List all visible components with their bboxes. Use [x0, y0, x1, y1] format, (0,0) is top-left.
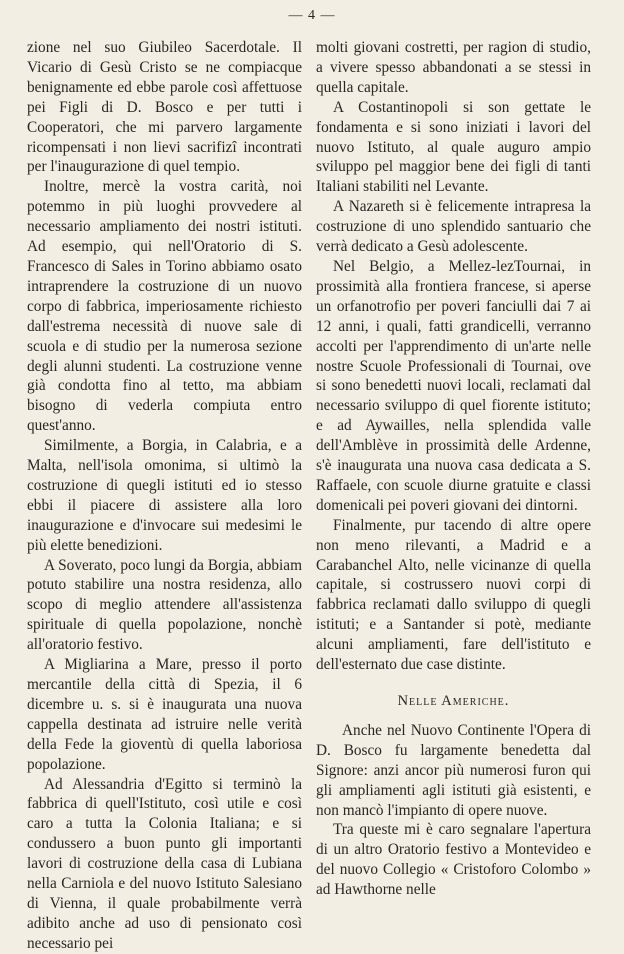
- paragraph: A Costantinopoli si son gettate le fondamenta e si sono iniziati i lavori del nuovo Istituto, al quale auguro ampio sviluppo pel maggior bene dei figli di tanti Italiani stabiliti nel Levante.: [316, 98, 591, 196]
- paragraph: zione nel suo Giubileo Sacerdotale. Il Vicario di Gesù Cristo se ne compiacque benignamente ed ebbe parole così affettuose pei Figli di D. Bosco e per tutti i Cooperatori, che mi parvero largamente ricompensati i non lievi sacrifizî incontrati per l'inaugurazione di quel tempio.: [27, 39, 302, 176]
- paragraph: Finalmente, pur tacendo di altre opere non meno rilevanti, a Madrid e a Carabanchel Alto, nelle vicinanze di quella capitale, si costrussero nuovi corpi di fabbrica reclamati dallo sviluppo di quegli istituti; e a Santander si potè, mediante alcuni ampliamenti, fare dell'istituto e dell'esternato due case distinte.: [316, 516, 591, 674]
- paragraph: Anche nel Nuovo Continente l'Opera di D. Bosco fu largamente benedetta dal Signore: anzi ancor più numerosi furon qui gli ampliamenti agli istituti già esistenti, e non mancò l'impianto di opere nuove.: [316, 721, 591, 819]
- paragraph: A Soverato, poco lungi da Borgia, abbiam potuto stabilire una nostra residenza, allo scopo di meglio attendere all'assistenza spirituale di quella popolazione, nonchè all'oratorio festivo.: [27, 556, 302, 654]
- paragraph: A Nazareth si è felicemente intrapresa la costruzione di uno splendido santuario che verrà dedicato a Gesù adolescente.: [316, 198, 591, 256]
- paragraph: Tra queste mi è caro segnalare l'apertura di un altro Oratorio festivo a Montevideo e del nuovo Collegio « Cristoforo Colombo » ad Hawthorne nelle: [316, 821, 591, 899]
- paragraph: Similmente, a Borgia, in Calabria, e a Malta, nell'isola omonima, si ultimò la costruzione di quegli istituti ed io stesso ebbi il piacere di assistere alla loro inaugurazione e d'invocare sui medesimi le più elette benedizioni.: [27, 437, 302, 554]
- paragraph: Nel Belgio, a Mellez-lezTournai, in prossimità alla frontiera francese, si aperse un orfanotrofio per poveri fanciulli dai 7 ai 12 anni, i quali, fatti grandicelli, verranno accolti per l'apprendimento di un'arte nelle nostre Scuole Professionali di Tournai, ove si sono benedetti nuovi locali, reclamati dal necessario sviluppo di quel fiorente istituto; e ad Aywailles, nella splendida valle dell'Amblève in prossimità delle Ardenne, s'è inaugurata una nuova casa dedicata a S. Raffaele, con scuole diurne gratuite e classi domenicali pei poveri giovani dei dintorni.: [316, 257, 591, 514]
- paragraph: A Migliarina a Mare, presso il porto mercantile della città di Spezia, il 6 dicembre u. s. si è inaugurata una nuova cappella destinata ad istruire nelle verità della Fede la gioventù di quella laboriosa popolazione.: [27, 656, 302, 773]
- paragraph: Inoltre, mercè la vostra carità, noi potemmo in più luoghi provvedere al necessario ampliamento dei nostri istituti. Ad esempio, qui nell'Oratorio di S. Francesco di Sales in Torino abbiamo osato intraprendere la costruzione di un nuovo corpo di fabbrica, imperiosamente richiesto dall'estrema necessità di nuove sale di scuola e di studio per la numerosa sezione degli alunni studenti. La costruzione venne già condotta fino al tetto, ma abbiam bisogno di vederla compiuta entro quest'anno.: [27, 178, 302, 435]
- right-column: [316, 38, 591, 900]
- section-heading: Nelle Americhe.: [397, 693, 510, 709]
- left-column: [27, 38, 302, 954]
- page-number: — 4 —: [288, 8, 336, 23]
- paragraph: molti giovani costretti, per ragion di studio, a vivere spesso abbandonati a se stessi in quella capitale.: [316, 39, 591, 96]
- paragraph: Ad Alessandria d'Egitto si terminò la fabbrica di quell'Istituto, così utile e così caro a tutta la Colonia Italiana; e si condussero a buon punto gli importanti lavori di costruzione della casa di Lubiana nella Carniola e del nuovo Istituto Salesiano di Vienna, il quale probabilmente verrà adibito anche ad uso di pensionato così necessario pei: [27, 775, 302, 952]
